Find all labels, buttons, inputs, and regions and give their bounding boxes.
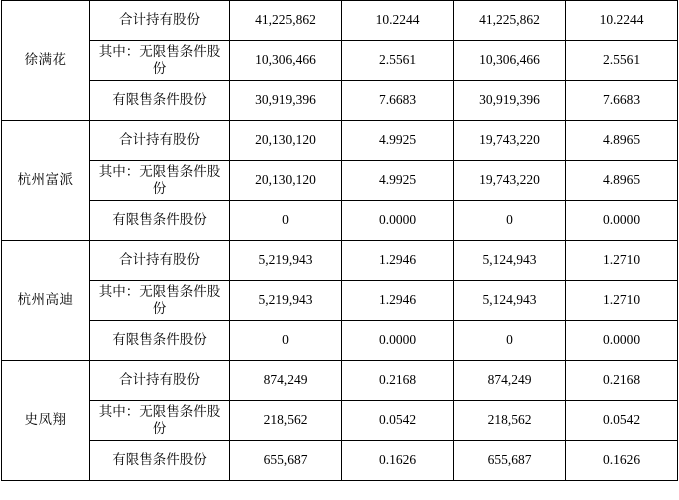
table-row (2, 201, 678, 241)
total-shares: 5,219,943 (230, 241, 342, 281)
table-row (2, 401, 678, 441)
shareholder-name: 史凤翔 (2, 361, 90, 481)
held-shares: 10,306,466 (454, 41, 566, 81)
table-row (2, 281, 678, 321)
shareholder-name: 徐满花 (2, 1, 90, 121)
total-percent: 0.2168 (342, 361, 454, 401)
held-percent: 7.6683 (566, 81, 678, 121)
total-shares: 30,919,396 (230, 81, 342, 121)
held-shares: 874,249 (454, 361, 566, 401)
held-percent: 0.0000 (566, 321, 678, 361)
table-row (2, 1, 678, 41)
held-shares: 30,919,396 (454, 81, 566, 121)
total-percent: 4.9925 (342, 121, 454, 161)
shareholder-holdings-table (1, 0, 678, 481)
held-shares: 0 (454, 201, 566, 241)
table-row (2, 241, 678, 281)
table-row (2, 81, 678, 121)
held-shares: 19,743,220 (454, 161, 566, 201)
held-percent: 4.8965 (566, 121, 678, 161)
held-shares: 5,124,943 (454, 281, 566, 321)
row-label: 其中：无限售条件股份 (90, 401, 230, 441)
total-percent: 2.5561 (342, 41, 454, 81)
table-row (2, 121, 678, 161)
table-row (2, 361, 678, 401)
total-shares: 874,249 (230, 361, 342, 401)
held-shares: 655,687 (454, 441, 566, 481)
table-row (2, 161, 678, 201)
total-shares: 41,225,862 (230, 1, 342, 41)
held-shares: 41,225,862 (454, 1, 566, 41)
row-label: 有限售条件股份 (90, 81, 230, 121)
row-label: 有限售条件股份 (90, 321, 230, 361)
total-shares: 20,130,120 (230, 161, 342, 201)
held-percent: 4.8965 (566, 161, 678, 201)
row-label: 合计持有股份 (90, 1, 230, 41)
total-shares: 5,219,943 (230, 281, 342, 321)
total-percent: 1.2946 (342, 241, 454, 281)
held-shares: 0 (454, 321, 566, 361)
held-shares: 218,562 (454, 401, 566, 441)
table-row (2, 441, 678, 481)
row-label: 其中：无限售条件股份 (90, 41, 230, 81)
total-percent: 4.9925 (342, 161, 454, 201)
held-percent: 1.2710 (566, 241, 678, 281)
total-percent: 0.0000 (342, 201, 454, 241)
shareholder-name: 杭州高迪 (2, 241, 90, 361)
held-shares: 19,743,220 (454, 121, 566, 161)
total-percent: 0.1626 (342, 441, 454, 481)
row-label: 其中：无限售条件股份 (90, 161, 230, 201)
held-percent: 0.1626 (566, 441, 678, 481)
held-percent: 0.0000 (566, 201, 678, 241)
total-shares: 0 (230, 321, 342, 361)
row-label: 有限售条件股份 (90, 201, 230, 241)
table-row (2, 41, 678, 81)
row-label: 有限售条件股份 (90, 441, 230, 481)
total-shares: 20,130,120 (230, 121, 342, 161)
table-row (2, 321, 678, 361)
total-shares: 10,306,466 (230, 41, 342, 81)
total-percent: 7.6683 (342, 81, 454, 121)
held-shares: 5,124,943 (454, 241, 566, 281)
row-label: 其中：无限售条件股份 (90, 281, 230, 321)
total-percent: 0.0000 (342, 321, 454, 361)
held-percent: 2.5561 (566, 41, 678, 81)
total-percent: 10.2244 (342, 1, 454, 41)
shareholder-name: 杭州富派 (2, 121, 90, 241)
total-shares: 0 (230, 201, 342, 241)
row-label: 合计持有股份 (90, 241, 230, 281)
held-percent: 10.2244 (566, 1, 678, 41)
total-shares: 655,687 (230, 441, 342, 481)
held-percent: 0.0542 (566, 401, 678, 441)
row-label: 合计持有股份 (90, 121, 230, 161)
held-percent: 0.2168 (566, 361, 678, 401)
total-percent: 0.0542 (342, 401, 454, 441)
row-label: 合计持有股份 (90, 361, 230, 401)
held-percent: 1.2710 (566, 281, 678, 321)
total-shares: 218,562 (230, 401, 342, 441)
total-percent: 1.2946 (342, 281, 454, 321)
